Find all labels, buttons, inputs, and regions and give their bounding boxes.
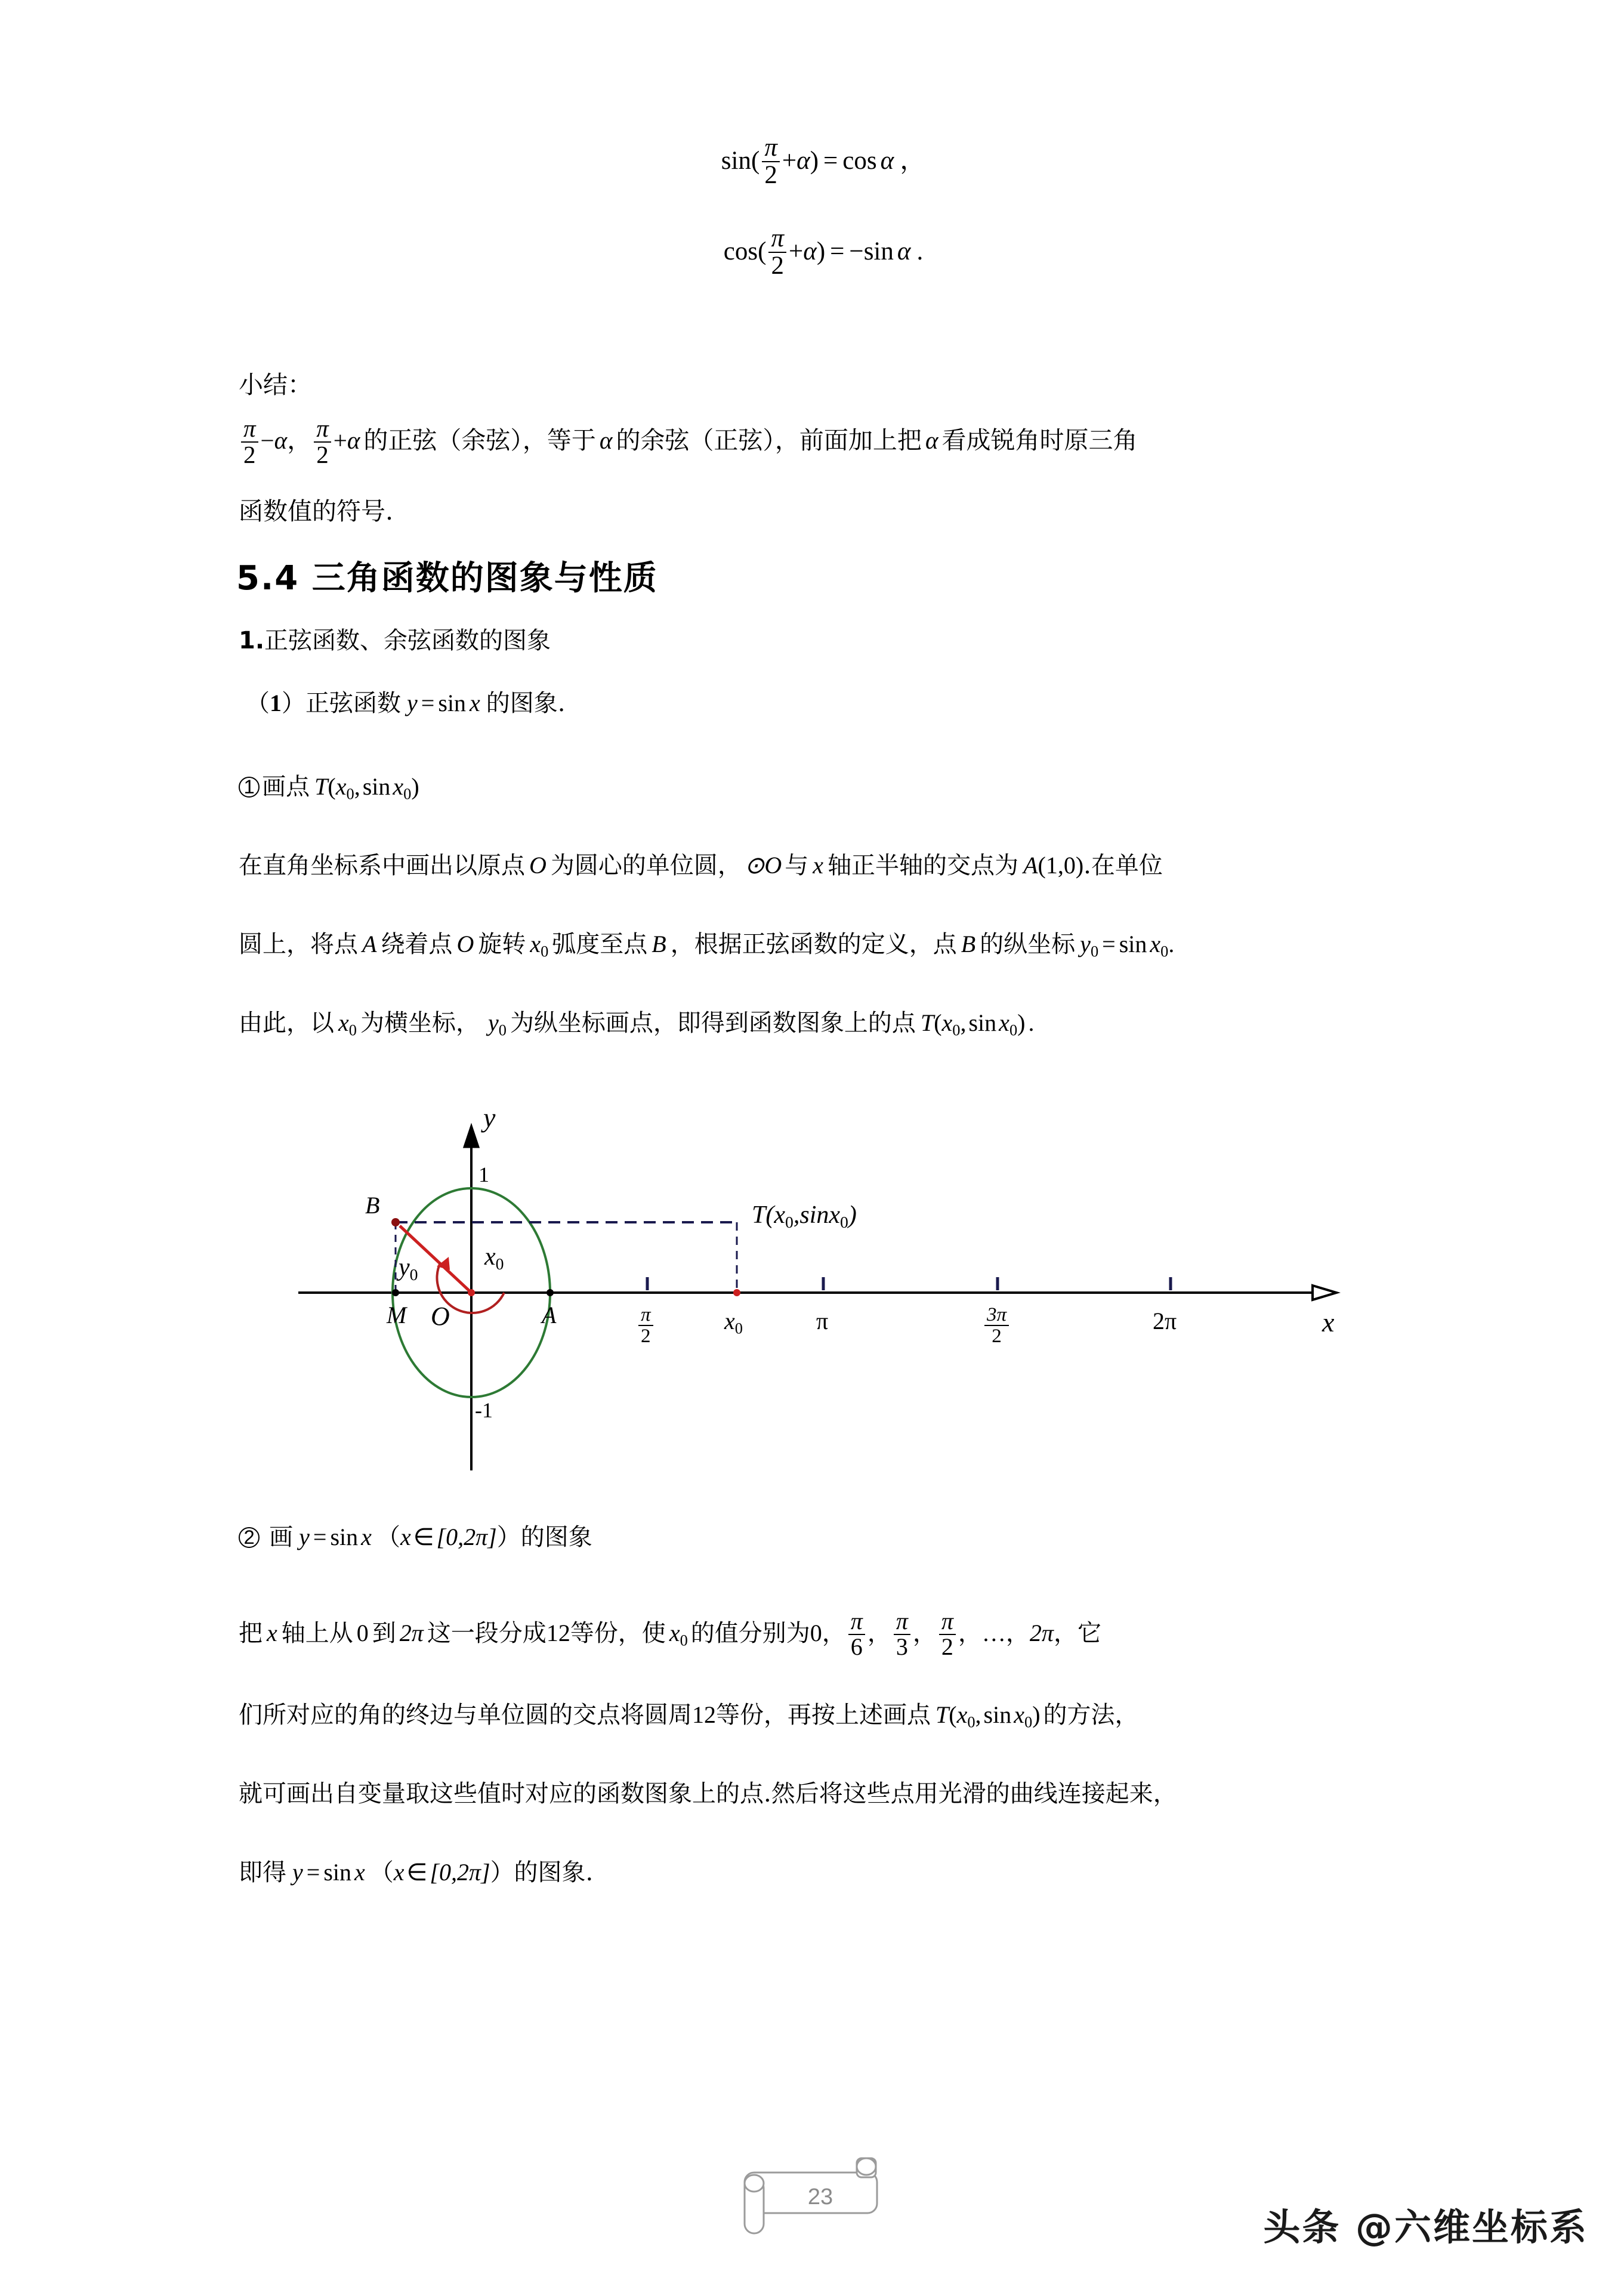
paragraph-unit-circle-2 [239,928,1174,962]
p5-twelve: 12 [692,1701,716,1728]
formula2-plus: + [788,237,804,265]
p2-point-O: O [456,931,474,957]
p7-sin: sin [323,1859,352,1886]
summary-alpha-3: α [599,427,613,455]
p3-text-2: 为横坐标， [360,1009,480,1037]
item1-tail: 的图象. [486,690,566,717]
p3-point-T: T [920,1009,934,1036]
p2-point-B2: B [961,931,976,957]
subsection-title: 正弦函数、余弦函数的图象 [264,627,551,654]
p2-text-2: 绕着点 [381,931,453,958]
p4-ellipsis: … [981,1619,1006,1646]
summary-plus: + [333,427,347,455]
p2-sin-arg: x [1150,931,1161,957]
p2-x0: x [530,931,541,957]
figure-tick-label-pi: π [816,1308,829,1334]
figure-label-minus-one: -1 [475,1398,493,1422]
figure-tick-label-x0: x0 [724,1308,743,1337]
item1-y: y [407,690,418,716]
item1-open-paren: （ [246,690,270,717]
p1-text-1: 在直角坐标系中画出以原点 [239,852,525,879]
formula2-rhs-arg: α [897,237,911,265]
formula1-frac-numerator: π [764,134,777,162]
summary-frac1-numerator: π [243,415,256,442]
p2-text-4: 弧度至点 [552,931,648,958]
summary-frac2-denominator: 2 [314,441,331,468]
p1-x-axis: x [813,852,824,879]
step-1-plot-point: 1 画点 $T(x_0$, $\sin x_0$) [239,771,419,805]
summary-label: 小结： [239,370,312,399]
formula1-plus: + [782,146,797,175]
figure-label-T-point: T(x0,sinx0) [752,1201,857,1231]
p4-x0: x [669,1619,680,1646]
p7-text-2: ）的图象. [490,1859,594,1886]
formula1-frac-denominator: 2 [762,161,780,188]
formula1-rhs-fn: cos [842,146,877,175]
p3-text-3: 为纵坐标画点，即得到函数图象上的点 [510,1009,916,1037]
p4-text-5: 等份，使 [570,1619,666,1647]
figure-label-O: O [431,1302,450,1331]
p3-x1: x [941,1009,953,1036]
p3-y0-subscript: 0 [498,1021,507,1039]
p3-x0: x [338,1009,349,1036]
p2-point-A: A [362,931,377,957]
summary-line-1 [239,415,1138,469]
figure-tick-label-3pi-over-2: $\frac{3\pi}{2}$ [982,1306,1011,1348]
formula-cos-half-pi-plus-alpha [239,224,1408,280]
p3-close-paren: ) [1017,1009,1026,1036]
figure-label-M: M [387,1302,407,1328]
step1-T: T [314,773,328,800]
step1-text: 画点 [262,773,310,801]
p2-sin: sin [1119,931,1147,957]
figure-label-x0-angle: x0 [484,1243,504,1273]
formula2-alpha: α [803,237,817,265]
p4-frac2-den: 3 [894,1634,910,1660]
figure-unit-circle-sine-point [298,1101,1348,1482]
p4-twelve: 12 [546,1619,570,1646]
figure-y-axis-label: y [483,1102,496,1133]
p2-period: . [1168,931,1175,957]
p4-zero: 0 [356,1619,369,1646]
page-number: 23 [807,2184,833,2210]
p2-y0: y [1080,931,1091,957]
p2-y0-subscript: 0 [1090,942,1099,960]
p7-x: x [354,1859,365,1886]
formula2-trailing: . [916,237,924,265]
p4-comma-3: ， [912,1619,937,1647]
step2-equals: = [313,1524,327,1550]
p3-x2: x [999,1009,1009,1036]
paragraph-unit-circle-3 [239,1007,1034,1041]
p5-x2: x [1014,1701,1024,1728]
formula2-frac-denominator: 2 [768,252,786,279]
step2-interval: [0,2π] [436,1524,497,1550]
summary-text-2: 的余弦（正弦），前面加上把 [616,426,922,455]
step2-x-in: x [400,1524,411,1550]
p7-open-paren: （ [369,1859,394,1886]
formula2-equals: = [830,237,845,265]
p4-comma-2: ， [867,1619,891,1647]
p4-x: x [267,1619,277,1646]
summary-frac2-numerator: π [316,415,329,442]
paragraph-divide-12-parts [239,1608,1101,1661]
formula1-fn: sin [721,146,751,175]
p4-comma-1: ， [822,1619,846,1647]
formula1-equals: = [823,146,838,175]
p5-text-1: 们所对应的角的终边与单位圆的交点将圆周 [239,1701,692,1729]
p1-point-O: O [529,852,547,879]
p2-sin-arg-subscript: 0 [1160,942,1169,960]
summary-alpha-1: α [274,427,288,455]
p7-text-1: 即得 [239,1859,286,1886]
step2-text: 画 [269,1524,294,1551]
summary-text-1: 的正弦（余弦），等于 [363,426,596,455]
p2-equals: = [1102,931,1116,957]
p5-text-2: 等份，再按上述画点 [716,1701,931,1729]
p2-text-3: 旋转 [478,931,526,958]
formula1-alpha: α [796,146,810,175]
subsection-number: 1. [239,627,265,654]
p5-x2-subscript: 0 [1024,1713,1033,1731]
item1-x: x [470,690,480,716]
p1-circle-O: ⊙O [744,852,782,879]
p5-open-paren: ( [949,1701,957,1728]
figure-tick-label-pi-over-2: $\frac{\pi}{2}$ [636,1306,656,1348]
item1-sin: sin [438,690,467,716]
p4-frac1-den: 6 [848,1634,865,1660]
step2-y: y [299,1524,310,1550]
p7-y: y [292,1859,303,1886]
step2-open-paren: （ [376,1524,400,1551]
step-2-draw-graph [239,1521,592,1553]
p3-x1-subscript: 0 [952,1021,961,1039]
item1-number: 1 [270,690,282,716]
summary-line-2: 函数值的符号. [239,497,394,526]
summary-minus: − [260,427,274,455]
formula2-rhs-fn: sin [863,237,894,265]
step2-x: x [361,1524,372,1550]
p5-x1-subscript: 0 [967,1713,975,1731]
formula2-close-paren: ) [816,237,826,265]
p2-text-5: ，根据正弦函数的定义，点 [670,931,957,958]
p4-text-1: 把 [239,1619,263,1647]
p1-text-4: 轴正半轴的交点为 [828,852,1019,879]
p4-text-2: 轴上从 [281,1619,353,1647]
p4-two-pi: 2π [399,1619,424,1646]
p5-point-T: T [936,1701,949,1728]
formula2-open-paren: ( [758,237,767,265]
p3-period: . [1028,1009,1035,1036]
figure-tick-label-2pi: 2π [1153,1308,1177,1334]
p3-text-1: 由此，以 [239,1009,334,1037]
p3-comma: , [960,1009,967,1036]
p5-comma: , [975,1701,981,1728]
section-heading-5-4: 5.4 三角函数的图象与性质 [236,559,658,598]
formula1-close-paren: ) [810,146,819,175]
item1-text: ）正弦函数 [282,690,401,717]
p3-x2-subscript: 0 [1009,1021,1018,1039]
watermark-text: 头条 @六维坐标系 [1263,2205,1588,2249]
summary-text-3: 看成锐角时原三角 [941,426,1138,455]
formula-sin-half-pi-plus-alpha [239,136,1408,190]
p2-point-B: B [652,931,666,957]
p2-text-6: 的纵坐标 [980,931,1076,958]
p4-text-4: 这一段分成 [427,1619,547,1647]
p4-frac3-num: π [941,1608,953,1634]
summary-alpha-2: α [347,427,360,455]
step2-tail: 的图象 [520,1524,592,1551]
p4-frac1-num: π [850,1608,863,1634]
step2-sin: sin [330,1524,359,1550]
p5-text-3: 的方法， [1043,1701,1139,1729]
p4-frac3-den: 2 [939,1634,956,1660]
p7-equals: = [306,1859,320,1886]
summary-frac1-denominator: 2 [241,441,258,468]
paragraph-12-equal-arcs [239,1699,1139,1733]
p1-text-5: .在单位 [1083,852,1163,879]
p7-interval: [0,2π] [430,1859,490,1886]
paragraph-result-graph [239,1856,593,1889]
p2-x0-subscript: 0 [541,942,549,960]
p4-two-pi-2: 2π [1029,1619,1054,1646]
p5-x1: x [956,1701,968,1728]
p7-element-of: ∈ [406,1859,428,1886]
p2-text-1: 圆上，将点 [239,931,358,958]
step2-circled-number: 2 [239,1527,260,1548]
p4-comma-6: ， [1053,1619,1077,1647]
p3-open-paren: ( [934,1009,942,1036]
figure-label-A: A [542,1302,557,1328]
p4-x0-subscript: 0 [680,1631,688,1649]
p4-text-6: 的值分别为 [690,1619,810,1647]
p7-x-in: x [393,1859,405,1886]
p4-comma-4: ， [958,1619,982,1647]
p5-close-paren: ) [1032,1701,1041,1728]
figure-label-B: B [365,1192,380,1219]
subsection-heading-1 [239,622,551,656]
summary-alpha-4: α [925,427,938,455]
p4-text-7: 它 [1077,1619,1101,1647]
item-1-sine-graph [246,687,566,719]
p3-x0-subscript: 0 [348,1021,357,1039]
step1-circled-number: 1 [239,777,260,798]
formula1-open-paren: ( [751,146,760,175]
p3-sin: sin [968,1009,997,1036]
summary-comma-1: ， [287,426,312,455]
formula1-trailing: ， [900,146,926,175]
figure-label-y0: y0 [399,1254,418,1284]
p1-text-2: 为圆心的单位圆， [550,852,742,879]
p1-point-A: A [1023,852,1038,879]
figure-label-one: 1 [478,1163,489,1186]
formula2-frac-numerator: π [771,224,784,252]
p4-comma-5: ， [1005,1619,1030,1647]
p5-sin: sin [983,1701,1012,1728]
item1-equals: = [421,690,435,716]
p1-point-A-coords: (1,0) [1038,852,1084,879]
p4-text-3: 到 [372,1619,396,1647]
figure-x-axis-label: x [1322,1307,1335,1337]
formula2-minus: − [849,237,864,265]
step2-element-of: ∈ [413,1524,434,1550]
formula1-rhs-arg: α [880,146,894,175]
paragraph-unit-circle-1 [239,849,1163,882]
step2-close-paren: ） [496,1524,521,1551]
p4-frac2-num: π [896,1608,908,1634]
p3-y0: y [487,1009,499,1036]
p1-text-3: 与 [785,852,809,879]
formula2-fn: cos [723,237,758,265]
p4-value-zero: 0 [810,1619,822,1646]
paragraph-smooth-curve: 就可画出自变量取这些值时对应的函数图象上的点.然后将这些点用光滑的曲线连接起来， [239,1780,1177,1807]
